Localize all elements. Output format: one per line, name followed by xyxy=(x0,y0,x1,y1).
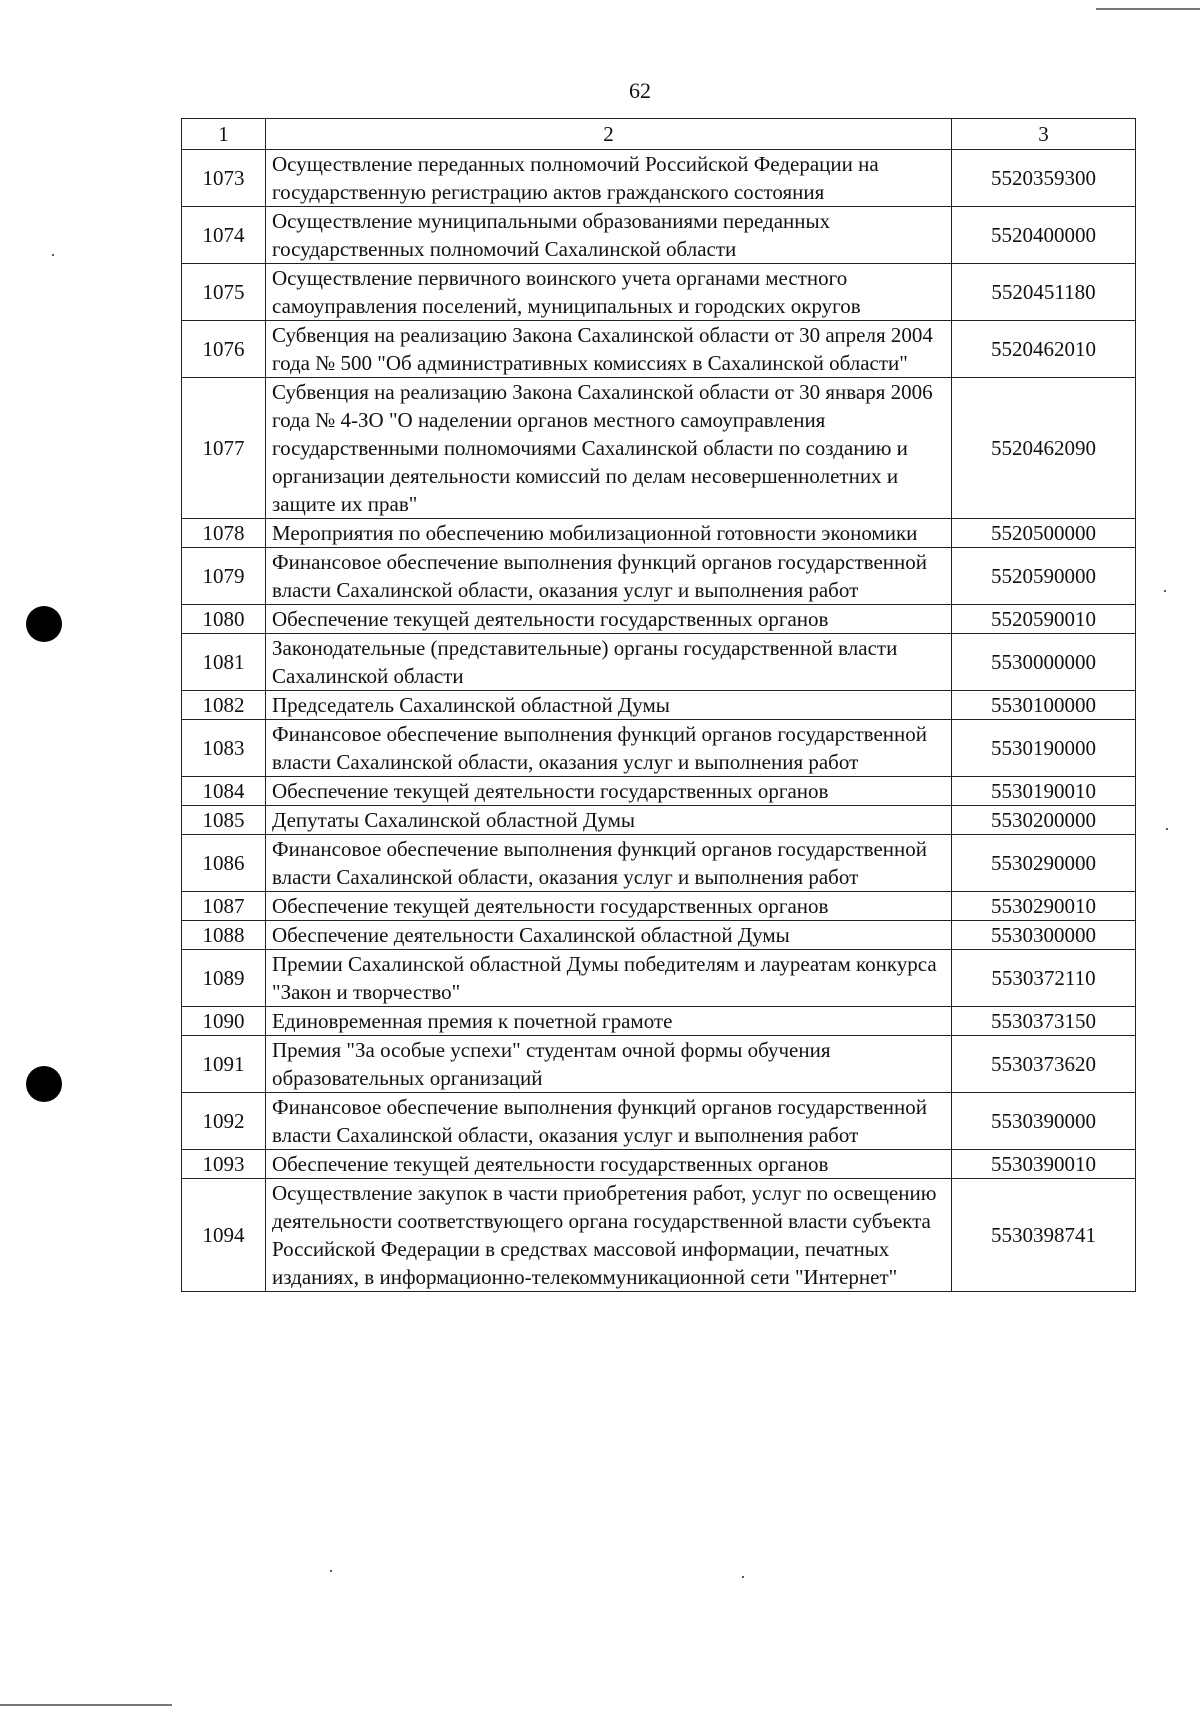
table-row xyxy=(182,634,1136,691)
row-code: 5530390010 xyxy=(952,1150,1136,1179)
table-row xyxy=(182,207,1136,264)
row-number: 1075 xyxy=(182,264,266,321)
scan-speck xyxy=(1166,828,1168,830)
row-code: 5520451180 xyxy=(952,264,1136,321)
table-row xyxy=(182,1036,1136,1093)
row-description: Осуществление закупок в части приобретения работ, услуг по освещению деятельности соответствующего органа государственной власти субъекта Российской Федерации в средствах массовой информации, печатных изданиях, в информационно-телекоммуникационной сети "Интернет" xyxy=(266,1179,952,1292)
row-code: 5530190010 xyxy=(952,777,1136,806)
row-number: 1089 xyxy=(182,950,266,1007)
table-row xyxy=(182,691,1136,720)
table-row xyxy=(182,720,1136,777)
table-row xyxy=(182,1179,1136,1292)
table-row xyxy=(182,921,1136,950)
row-code: 5530290000 xyxy=(952,835,1136,892)
row-code: 5530398741 xyxy=(952,1179,1136,1292)
column-header-1: 1 xyxy=(182,119,266,150)
row-number: 1091 xyxy=(182,1036,266,1093)
scan-edge-top xyxy=(1096,8,1200,10)
scan-speck xyxy=(1164,590,1166,592)
row-number: 1085 xyxy=(182,806,266,835)
row-code: 5520462090 xyxy=(952,378,1136,519)
row-number: 1077 xyxy=(182,378,266,519)
row-code: 5530200000 xyxy=(952,806,1136,835)
row-number: 1078 xyxy=(182,519,266,548)
table-row xyxy=(182,1093,1136,1150)
row-description: Премии Сахалинской областной Думы победителям и лауреатам конкурса "Закон и творчество" xyxy=(266,950,952,1007)
row-number: 1074 xyxy=(182,207,266,264)
row-description: Премия "За особые успехи" студентам очной формы обучения образовательных организаций xyxy=(266,1036,952,1093)
row-description: Осуществление переданных полномочий Российской Федерации на государственную регистрацию актов гражданского состояния xyxy=(266,150,952,207)
row-number: 1081 xyxy=(182,634,266,691)
table-row xyxy=(182,1007,1136,1036)
table-row xyxy=(182,264,1136,321)
row-code: 5530290010 xyxy=(952,892,1136,921)
row-code: 5520500000 xyxy=(952,519,1136,548)
punch-hole-top xyxy=(26,606,62,642)
row-code: 5530100000 xyxy=(952,691,1136,720)
row-code: 5520400000 xyxy=(952,207,1136,264)
table-row xyxy=(182,1150,1136,1179)
row-code: 5530300000 xyxy=(952,921,1136,950)
scan-speck xyxy=(52,254,54,256)
column-header-3: 3 xyxy=(952,119,1136,150)
table-row xyxy=(182,806,1136,835)
row-description: Законодательные (представительные) органы государственной власти Сахалинской области xyxy=(266,634,952,691)
table-row xyxy=(182,150,1136,207)
row-description: Мероприятия по обеспечению мобилизационной готовности экономики xyxy=(266,519,952,548)
row-number: 1083 xyxy=(182,720,266,777)
row-description: Субвенция на реализацию Закона Сахалинской области от 30 января 2006 года № 4-ЗО "О наделении органов местного самоуправления государственными полномочиями Сахалинской области по созданию и организации деятельности комиссий по делам несовершеннолетних и защите их прав" xyxy=(266,378,952,519)
row-number: 1084 xyxy=(182,777,266,806)
budget-classification-table xyxy=(181,118,1136,1292)
row-code: 5520462010 xyxy=(952,321,1136,378)
row-number: 1090 xyxy=(182,1007,266,1036)
row-description: Финансовое обеспечение выполнения функций органов государственной власти Сахалинской области, оказания услуг и выполнения работ xyxy=(266,1093,952,1150)
row-number: 1086 xyxy=(182,835,266,892)
row-code: 5530373620 xyxy=(952,1036,1136,1093)
row-number: 1076 xyxy=(182,321,266,378)
table-row xyxy=(182,777,1136,806)
table-row xyxy=(182,835,1136,892)
table-row xyxy=(182,892,1136,921)
row-number: 1092 xyxy=(182,1093,266,1150)
row-number: 1088 xyxy=(182,921,266,950)
row-number: 1087 xyxy=(182,892,266,921)
row-description: Осуществление муниципальными образованиями переданных государственных полномочий Сахалинской области xyxy=(266,207,952,264)
row-description: Осуществление первичного воинского учета органами местного самоуправления поселений, муниципальных и городских округов xyxy=(266,264,952,321)
scan-speck xyxy=(330,1570,332,1572)
row-description: Председатель Сахалинской областной Думы xyxy=(266,691,952,720)
row-code: 5530000000 xyxy=(952,634,1136,691)
row-code: 5520590000 xyxy=(952,548,1136,605)
table-row xyxy=(182,378,1136,519)
page-number: 62 xyxy=(629,78,651,103)
table-row xyxy=(182,950,1136,1007)
row-number: 1082 xyxy=(182,691,266,720)
row-code: 5520590010 xyxy=(952,605,1136,634)
row-description: Субвенция на реализацию Закона Сахалинской области от 30 апреля 2004 года № 500 "Об административных комиссиях в Сахалинской области" xyxy=(266,321,952,378)
row-number: 1073 xyxy=(182,150,266,207)
table-row xyxy=(182,519,1136,548)
row-number: 1080 xyxy=(182,605,266,634)
row-code: 5530373150 xyxy=(952,1007,1136,1036)
row-description: Обеспечение текущей деятельности государственных органов xyxy=(266,777,952,806)
row-description: Финансовое обеспечение выполнения функций органов государственной власти Сахалинской области, оказания услуг и выполнения работ xyxy=(266,548,952,605)
row-number: 1094 xyxy=(182,1179,266,1292)
row-description: Финансовое обеспечение выполнения функций органов государственной власти Сахалинской области, оказания услуг и выполнения работ xyxy=(266,835,952,892)
row-description: Обеспечение текущей деятельности государственных органов xyxy=(266,1150,952,1179)
row-code: 5520359300 xyxy=(952,150,1136,207)
row-description: Финансовое обеспечение выполнения функций органов государственной власти Сахалинской области, оказания услуг и выполнения работ xyxy=(266,720,952,777)
row-description: Единовременная премия к почетной грамоте xyxy=(266,1007,952,1036)
table-body xyxy=(182,150,1136,1292)
punch-hole-bottom xyxy=(26,1066,62,1102)
table-header-row xyxy=(182,119,1136,150)
column-header-2: 2 xyxy=(266,119,952,150)
row-code: 5530372110 xyxy=(952,950,1136,1007)
table-row xyxy=(182,548,1136,605)
table-row xyxy=(182,321,1136,378)
row-description: Депутаты Сахалинской областной Думы xyxy=(266,806,952,835)
row-description: Обеспечение деятельности Сахалинской областной Думы xyxy=(266,921,952,950)
row-number: 1079 xyxy=(182,548,266,605)
row-code: 5530390000 xyxy=(952,1093,1136,1150)
scan-edge-bottom xyxy=(0,1704,172,1706)
row-number: 1093 xyxy=(182,1150,266,1179)
table-row xyxy=(182,605,1136,634)
row-description: Обеспечение текущей деятельности государственных органов xyxy=(266,605,952,634)
row-description: Обеспечение текущей деятельности государственных органов xyxy=(266,892,952,921)
scan-speck xyxy=(742,1576,744,1578)
row-code: 5530190000 xyxy=(952,720,1136,777)
